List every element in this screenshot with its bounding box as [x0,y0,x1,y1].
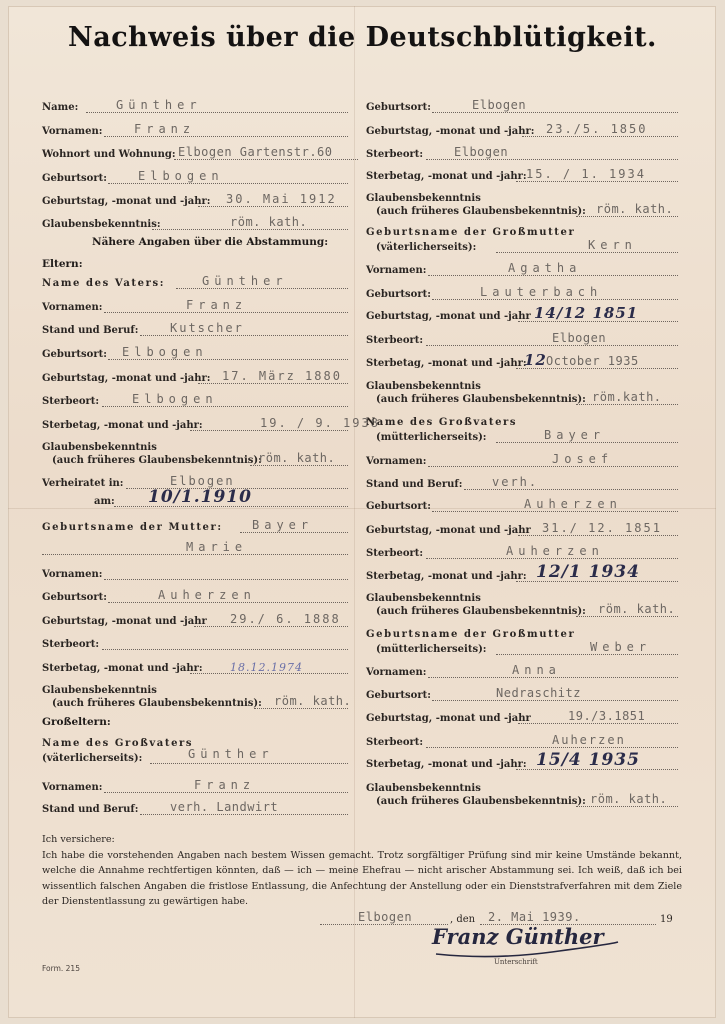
gf-maternal-name-value: Bayer [544,428,606,442]
mother-name-row [42,516,348,536]
gm-maternal-glaube-value: röm. kath. [590,792,668,806]
father-sterbetag-value: 19. / 9. 1938 [260,416,380,430]
gm-maternal-name-row [366,624,678,658]
gm-maternal-name-value: Weber [590,640,652,654]
father-stand-row [42,319,348,339]
den-label: , den [450,913,476,925]
field-label: Geburtsort: [42,348,107,360]
mother-geburtsort-value: Auherzen [158,588,256,602]
father-vornamen-value: Franz [186,298,248,312]
gf-paternal-glaube-value: röm. kath. [596,202,674,216]
gf-maternal-glaube-value: röm. kath. [598,602,676,616]
applicant-glaube-value: röm. kath. [230,215,308,229]
father-geburtsort-row [42,343,348,363]
gf-maternal-geburtstag-row [366,519,678,539]
field-label: Geburtstag, -monat und -jahr [366,310,531,322]
field-label: Geburtsort: [42,172,107,184]
gm-paternal-sterbeort-row [366,329,678,349]
gf-maternal-stand-value: verh. [492,475,539,489]
declaration-heading: Ich versichere: [42,834,115,845]
gf-maternal-vornamen-row [366,450,678,470]
field-label: Vornamen: [42,125,103,137]
field-label: Geburtstag, -monat und -jahr [42,615,207,627]
field-label: Glaubensbekenntnis [42,684,157,696]
field-label: am: [94,495,115,507]
field-label: (auch früheres Glaubensbekenntnis): [376,393,586,405]
gm-maternal-sterbetag-row [366,750,678,773]
field-label: Geburtsort: [42,591,107,603]
gm-paternal-geburtstag-value: 14/12 1851 [534,304,639,322]
gf-maternal-name-row [366,412,678,446]
applicant-geburtstag-row [42,190,348,210]
father-am-value: 10/1.1910 [148,487,252,507]
gf-maternal-sterbetag-row [366,562,678,585]
field-label: Sterbetag, -monat und -jahr: [366,170,527,182]
gf-maternal-sterbeort-value: Auherzen [506,544,604,558]
field-label: Name des Großvaters [42,737,194,749]
gm-maternal-glaube-row [366,778,678,810]
mother-sterbeort-row [42,633,348,653]
mother-geburtstag-row [42,610,348,630]
gm-paternal-vornamen-row [366,259,678,279]
field-label: (auch früheres Glaubensbekenntnis): [376,605,586,617]
gf-paternal-name-row [42,733,348,767]
field-label: Sterbeort: [42,638,100,650]
field-label: (auch früheres Glaubensbekenntnis): [52,454,262,466]
mother-glaube-value: röm. kath. [274,694,352,708]
father-verheiratet-value: Elbogen [170,474,235,488]
gm-maternal-geburtstag-row [366,707,678,727]
mother-name2-value: Marie [186,540,248,554]
field-label: Name des Vaters: [42,277,166,289]
field-label: Vornamen: [42,781,103,793]
gm-paternal-geburtsort-row [366,283,678,303]
field-label: (auch früheres Glaubensbekenntnis): [376,205,586,217]
father-name-value: Günther [202,274,288,288]
father-stand-value: Kutscher [170,321,244,335]
field-label: Stand und Beruf: [42,324,139,336]
gf-maternal-geburtsort-row [366,495,678,515]
field-label: (auch früheres Glaubensbekenntnis): [376,795,586,807]
gm-paternal-name-row [366,222,678,256]
field-label: Stand und Beruf: [366,478,463,490]
applicant-wohnort-row [42,143,358,163]
mother-name2-row [42,538,348,558]
applicant-name-value: Günther [116,98,202,112]
form-number: Form. 215 [42,964,80,973]
field-label: Geburtstag, -monat und -jahr [366,524,531,536]
field-label: Geburtsort: [366,288,431,300]
gm-paternal-sterbeort-value: Elbogen [552,331,607,345]
gf-paternal-sterbetag-row [366,165,678,185]
signature-label: Unterschrift [494,958,538,966]
section-heading-abstammung: Nähere Angaben über die Abstammung: [92,236,329,248]
field-label: Verheiratet in: [42,477,124,489]
gf-paternal-vornamen-row [42,776,348,796]
applicant-vornamen-value: Franz [134,122,196,136]
applicant-vornamen-row [42,120,348,140]
gf-paternal-vornamen-value: Franz [194,778,256,792]
declaration-block [42,832,682,910]
field-label: Name: [42,101,79,113]
father-am-row [42,487,348,510]
gf-maternal-vornamen-value: Josef [552,452,614,466]
gf-paternal-geburtstag-row [366,120,678,140]
gf-paternal-sterbeort-row [366,143,678,163]
date-value: 2. Mai 1939. [488,910,581,924]
field-label: Geburtstag, -monat und -jahr: [42,372,211,384]
section-heading-eltern: Eltern: [42,258,83,270]
father-sterbetag-row [42,414,380,434]
field-label: Glaubensbekenntnis [366,192,481,204]
field-label: Geburtstag, -monat und -jahr: [42,195,211,207]
field-label: Glaubensbekenntnis [366,380,481,392]
field-label: Vornamen: [42,301,103,313]
field-label: Sterbetag, -monat und -jahr: [42,662,203,674]
applicant-glaube-row [42,213,348,233]
gm-maternal-geburtsort-value: Nedraschitz [496,686,581,700]
field-label: Geburtsname der Großmutter [366,628,576,640]
mother-sterbetag-value: 18.12.1974 [230,661,303,674]
field-label: Name des Großvaters [366,416,518,428]
father-sterbeort-row [42,390,348,410]
field-label: (mütterlicherseits): [376,643,487,655]
field-label: Wohnort und Wohnung: [42,148,176,160]
father-geburtsort-value: Elbogen [122,345,208,359]
gf-paternal-glaube-row [366,188,678,220]
gm-paternal-geburtsort-value: Lauterbach [480,285,603,299]
gm-maternal-vornamen-value: Anna [512,663,561,677]
document-title: Nachweis über die Deutschblütigkeit. [68,22,657,53]
applicant-geburtstag-value: 30. Mai 1912 [226,192,337,206]
field-label: Stand und Beruf: [42,803,139,815]
field-label: Sterbetag, -monat und -jahr: [42,419,203,431]
gf-paternal-sterbeort-value: Elbogen [454,145,509,159]
applicant-geburtsort-value: Elbogen [138,169,224,183]
gm-maternal-vornamen-row [366,661,678,681]
gm-maternal-sterbeort-value: Auherzen [552,733,626,747]
field-label: Geburtstag, -monat und -jahr [366,712,531,724]
gm-maternal-geburtstag-value: 19./3.1851 [568,709,646,723]
applicant-wohnort-value: Elbogen Gartenstr.60 [178,145,333,159]
field-label: Glaubensbekenntnis [42,441,157,453]
gf-paternal-geburtsort-value: Elbogen [472,98,527,112]
field-label: (väterlicherseits): [42,752,143,764]
gm-paternal-glaube-value: röm.kath. [592,390,662,404]
field-label: Geburtsort: [366,689,431,701]
gm-paternal-sterbetag-hand: 12 [524,351,547,369]
mother-name-value: Bayer [252,518,314,532]
gm-maternal-sterbetag-value: 15/4 1935 [536,750,640,770]
applicant-geburtsort-row [42,167,348,187]
mother-vornamen-row [42,563,348,583]
field-label: Vornamen: [42,568,103,580]
father-vornamen-row [42,296,348,316]
father-sterbeort-value: Elbogen [132,392,218,406]
field-label: Sterbetag, -monat und -jahr: [366,357,527,369]
father-geburtstag-value: 17. März 1880 [222,369,342,383]
signature: Franz Günther [432,924,604,949]
gm-paternal-sterbetag-value: October 1935 [546,354,639,368]
father-glaube-row [42,437,348,469]
mother-glaube-row [42,680,352,712]
gm-paternal-geburtstag-row [366,305,678,325]
place-value: Elbogen [358,910,413,924]
father-glaube-value: röm. kath. [258,451,336,465]
field-label: (väterlicherseits): [376,241,477,253]
gf-paternal-stand-value: verh. Landwirt [170,800,279,814]
field-label: Sterbeort: [366,547,424,559]
section-heading-grosseltern: Großeltern: [42,716,111,728]
gf-maternal-stand-row [366,473,678,493]
year-prefix: 19 [660,913,673,925]
field-label: Vornamen: [366,455,427,467]
field-label: Sterbetag, -monat und -jahr: [366,570,527,582]
field-label: (auch früheres Glaubensbekenntnis): [52,697,262,709]
gf-maternal-sterbeort-row [366,542,678,562]
gf-maternal-geburtsort-value: Auherzen [524,497,622,511]
field-label: Vornamen: [366,666,427,678]
field-label: Sterbeort: [366,736,424,748]
father-geburtstag-row [42,367,348,387]
father-name-row [42,272,348,292]
mother-geburtsort-row [42,586,348,606]
gf-paternal-sterbetag-value: 15. / 1. 1934 [526,167,646,181]
field-label: Glaubensbekenntnis: [42,218,161,230]
field-label: Geburtstag, -monat und -jahr: [366,125,535,137]
field-label: Vornamen: [366,264,427,276]
field-label: Geburtsort: [366,500,431,512]
field-label: (mütterlicherseits): [376,431,487,443]
field-label: Glaubensbekenntnis [366,592,481,604]
field-label: Geburtsname der Großmutter [366,226,576,238]
field-label: Sterbetag, -monat und -jahr: [366,758,527,770]
mother-geburtstag-value: 29./ 6. 1888 [230,612,341,626]
gm-paternal-sterbetag-row [366,352,678,372]
gm-paternal-name-value: Kern [588,238,637,252]
gf-maternal-glaube-row [366,588,678,620]
gm-maternal-sterbeort-row [366,731,678,751]
signature-flourish-icon [432,930,622,960]
field-label: Geburtsname der Mutter: [42,521,223,533]
gf-maternal-sterbetag-value: 12/1 1934 [536,562,640,582]
mother-sterbetag-row [42,657,348,677]
field-label: Geburtsort: [366,101,431,113]
gm-paternal-glaube-row [366,376,678,408]
declaration-text: Ich habe die vorstehenden Angaben nach bestem Wissen gemacht. Trotz sorgfältiger Prüfung sind mir keine Umstände bekannt, welche die Annahme rechtfertigen könnten, daß — ich — meine Ehefrau — nicht arischer Abstammung sei. Ich weiß, daß ich bei wissentlich falschen Angaben die fristlose Entlassung, die Anfechtung der Anstellung oder ein Dienststrafverfahren mit dem Ziele der Dienstentlassung zu gewärtigen habe. [42,849,682,907]
gf-paternal-geburtstag-value: 23./5. 1850 [546,122,648,136]
gf-paternal-stand-row [42,798,348,818]
gf-paternal-name-value: Günther [188,747,274,761]
applicant-name-row [42,96,348,116]
field-label: Sterbeort: [366,148,424,160]
field-label: Glaubensbekenntnis [366,782,481,794]
field-label: Sterbeort: [42,395,100,407]
gf-maternal-geburtstag-value: 31./ 12. 1851 [542,521,662,535]
gm-paternal-vornamen-value: Agatha [508,261,582,275]
field-label: Sterbeort: [366,334,424,346]
gf-paternal-geburtsort-row [366,96,678,116]
gm-maternal-geburtsort-row [366,684,678,704]
